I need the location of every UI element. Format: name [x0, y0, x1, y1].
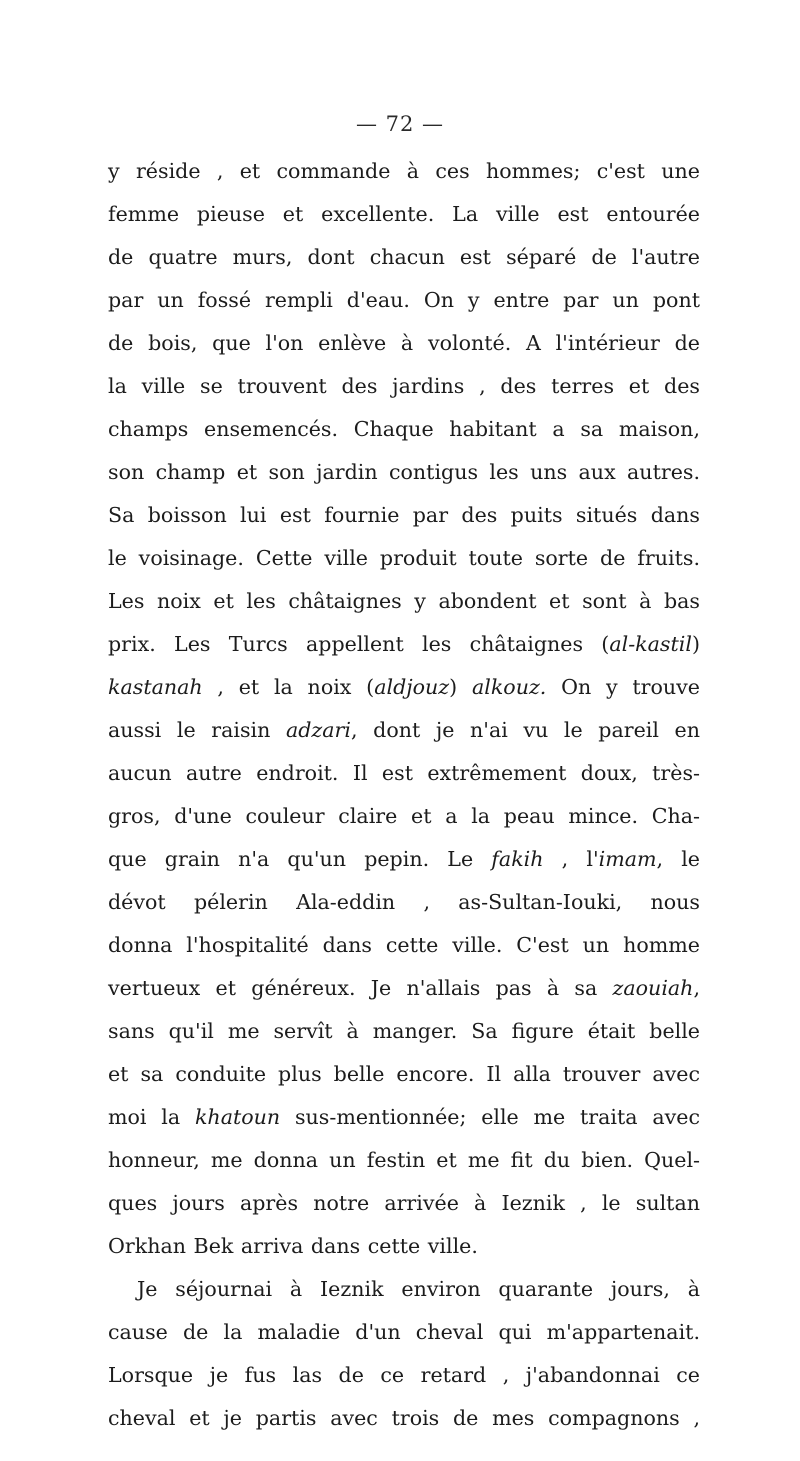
- text-line: [108, 236, 700, 279]
- text-run: aucun autre endroit. Il est extrêmement doux, très-: [108, 761, 700, 785]
- text-run: ): [691, 632, 700, 656]
- text-line: [108, 967, 700, 1010]
- text-run: la ville se trouvent des jardins , des terres et des: [108, 374, 700, 398]
- text-line: [108, 408, 700, 451]
- text-line: [108, 1139, 700, 1182]
- text-run: Je séjournai à Ieznik environ quarante jours, à: [137, 1277, 700, 1301]
- text-line: [108, 365, 700, 408]
- text-line: [108, 666, 700, 709]
- italic-term: zaouiah: [612, 976, 694, 1000]
- italic-term: adzari: [285, 718, 351, 742]
- text-run: donna l'hospitalité dans cette ville. C'est un homme: [108, 933, 700, 957]
- italic-term: kastanah: [108, 675, 203, 699]
- text-line: [108, 881, 700, 924]
- text-run: ,: [693, 976, 700, 1000]
- text-line: [108, 1268, 700, 1311]
- text-line: [108, 1225, 700, 1268]
- text-run: de quatre murs, dont chacun est séparé de l'autre: [108, 245, 700, 269]
- text-run: Les noix et les châtaignes y abondent et sont à bas: [108, 589, 700, 613]
- text-run: cause de la maladie d'un cheval qui m'appartenait.: [108, 1320, 700, 1344]
- text-line: [108, 838, 700, 881]
- text-line: [108, 537, 700, 580]
- text-line: [108, 1354, 700, 1397]
- italic-term: fakih: [491, 847, 544, 871]
- text-run: moi la: [108, 1105, 195, 1129]
- text-run: honneur, me donna un festin et me fit du bien. Quel-: [108, 1148, 700, 1172]
- text-run: Lorsque je fus las de ce retard , j'abandonnai ce: [108, 1363, 700, 1387]
- body-text: [108, 150, 700, 1440]
- text-line: [108, 924, 700, 967]
- text-run: le voisinage. Cette ville produit toute sorte de fruits.: [108, 546, 700, 570]
- text-line: [108, 1397, 700, 1440]
- text-run: vertueux et généreux. Je n'allais pas à sa: [108, 976, 613, 1000]
- text-run: femme pieuse et excellente. La ville est entourée: [108, 202, 700, 226]
- text-run: et sa conduite plus belle encore. Il alla trouver avec: [108, 1062, 700, 1086]
- text-line: [108, 1182, 700, 1225]
- text-line: [108, 623, 700, 666]
- text-line: [108, 451, 700, 494]
- text-run: y réside , et commande à ces hommes; c'est une: [108, 159, 700, 183]
- text-line: [108, 752, 700, 795]
- text-run: On y trouve: [546, 675, 700, 699]
- italic-term: aldjouz: [374, 675, 450, 699]
- text-line: [108, 279, 700, 322]
- text-run: sans qu'il me servît à manger. Sa figure était belle: [108, 1019, 700, 1043]
- text-run: de bois, que l'on enlève à volonté. A l'intérieur de: [108, 331, 700, 355]
- text-line: [108, 1010, 700, 1053]
- text-run: par un fossé rempli d'eau. On y entre par un pont: [108, 288, 700, 312]
- text-run: ques jours après notre arrivée à Ieznik , le sultan: [108, 1191, 700, 1215]
- text-line: [108, 795, 700, 838]
- text-run: que grain n'a qu'un pepin. Le: [108, 847, 492, 871]
- text-line: [108, 150, 700, 193]
- text-run: ): [449, 675, 472, 699]
- text-run: aussi le raisin: [108, 718, 286, 742]
- text-run: Orkhan Bek arriva dans cette ville.: [108, 1234, 478, 1258]
- italic-term: imam: [598, 847, 657, 871]
- text-run: son champ et son jardin contigus les uns aux autres.: [108, 460, 700, 484]
- text-run: Sa boisson lui est fournie par des puits situés dans: [108, 503, 700, 527]
- text-run: sus-mentionnée; elle me traita avec: [280, 1105, 700, 1129]
- page-number: — 72 —: [355, 112, 445, 136]
- text-run: , dont je n'ai vu le pareil en: [351, 718, 700, 742]
- text-line: [108, 580, 700, 623]
- text-line: [108, 494, 700, 537]
- text-run: champs ensemencés. Chaque habitant a sa maison,: [108, 417, 700, 441]
- text-line: [108, 322, 700, 365]
- text-run: dévot pélerin Ala-eddin , as-Sultan-Iouki, nous: [108, 890, 700, 914]
- text-run: , et la noix (: [202, 675, 375, 699]
- italic-term: alkouz.: [471, 675, 547, 699]
- text-run: , l': [543, 847, 599, 871]
- text-run: gros, d'une couleur claire et a la peau mince. Cha-: [108, 804, 700, 828]
- text-run: prix. Les Turcs appellent les châtaignes (: [108, 632, 610, 656]
- text-line: [108, 1311, 700, 1354]
- text-line: [108, 193, 700, 236]
- text-run: , le: [656, 847, 700, 871]
- text-run: cheval et je partis avec trois de mes compagnons ,: [108, 1406, 700, 1430]
- italic-term: khatoun: [194, 1105, 281, 1129]
- text-line: [108, 1053, 700, 1096]
- text-line: [108, 709, 700, 752]
- text-line: [108, 1096, 700, 1139]
- italic-term: al-kastil: [609, 632, 692, 656]
